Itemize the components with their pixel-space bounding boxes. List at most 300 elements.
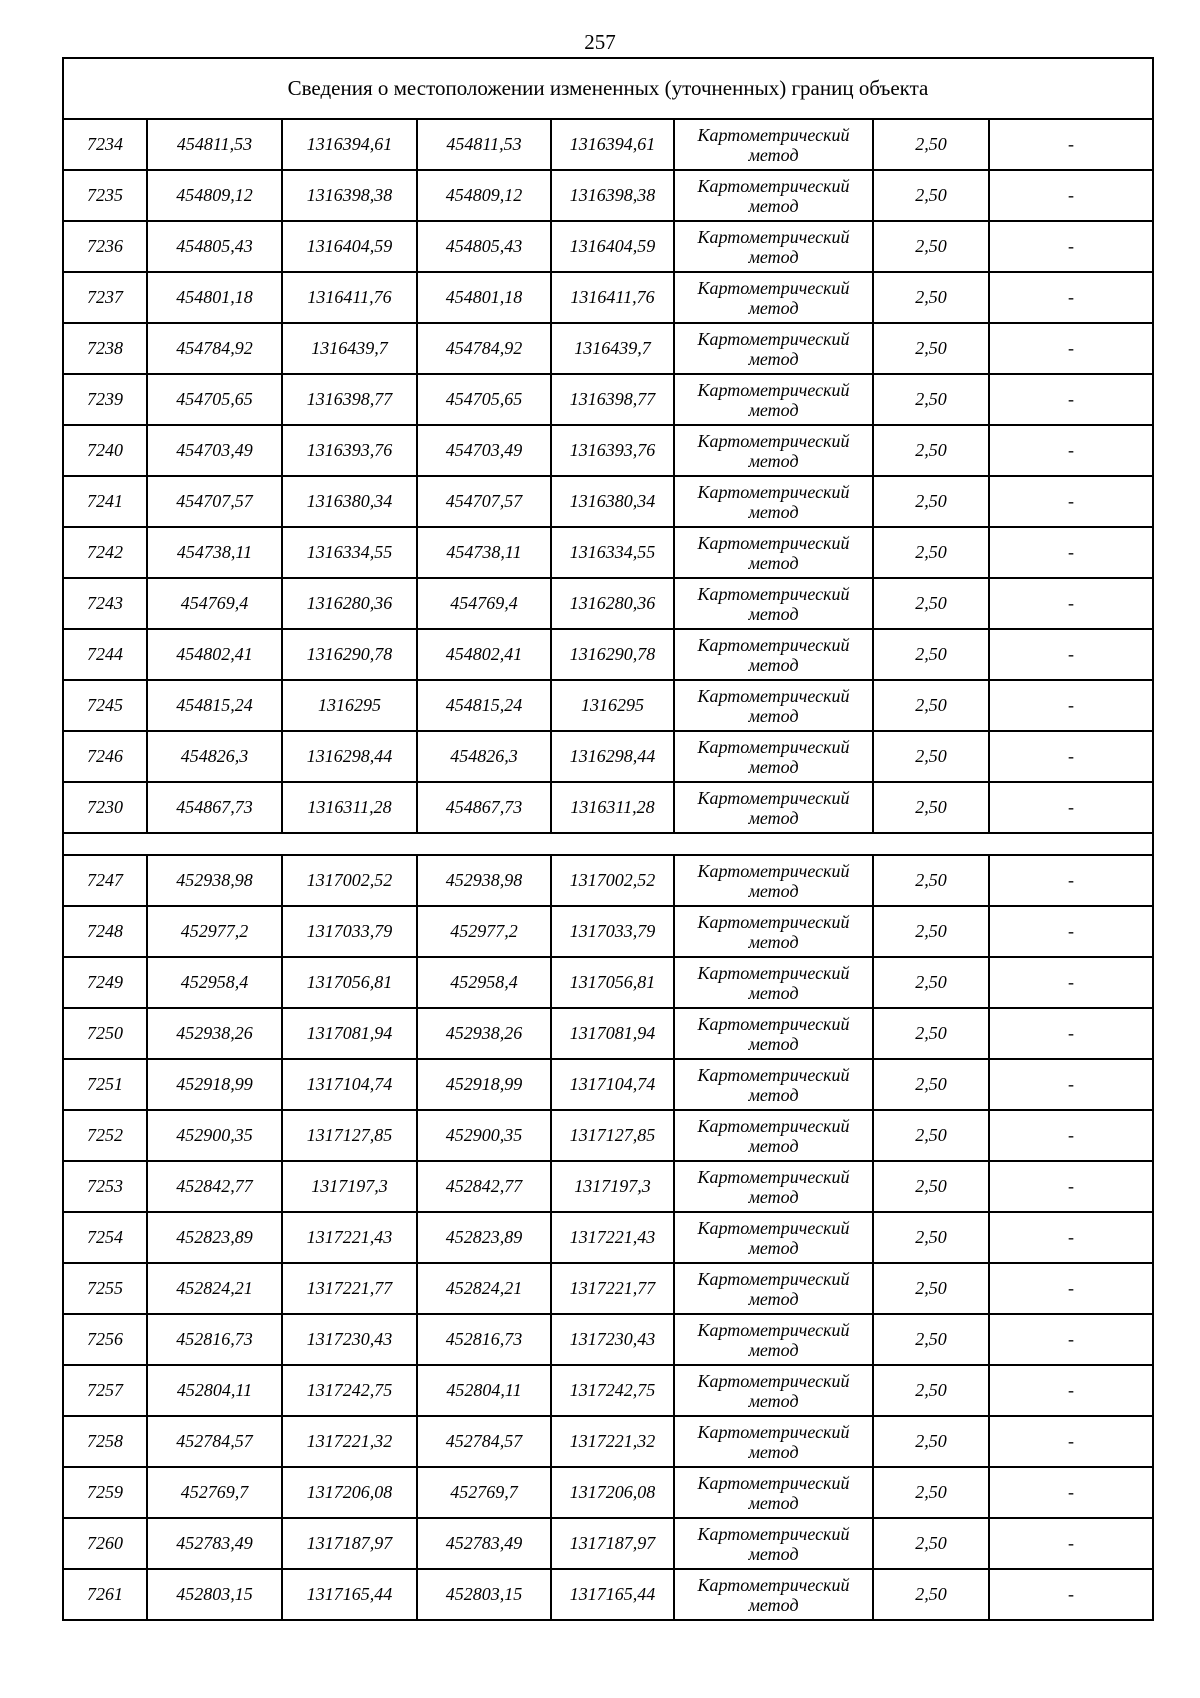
- boundary-coordinates-table: [62, 57, 1154, 1621]
- method-line-1: Картометрический: [697, 583, 850, 604]
- cell-x-old: 452803,15: [147, 1569, 282, 1620]
- cell-y-old: 1316295: [282, 680, 417, 731]
- cell-method: [674, 1314, 873, 1365]
- cell-y-old: 1317197,3: [282, 1161, 417, 1212]
- cell-x-new: 454802,41: [417, 629, 551, 680]
- table-row: [63, 957, 1153, 1008]
- cell-point-number: 7246: [63, 731, 147, 782]
- cell-accuracy: 2,50: [873, 1161, 989, 1212]
- cell-method: [674, 425, 873, 476]
- method-line-1: Картометрический: [697, 1217, 850, 1238]
- cell-x-new: 452783,49: [417, 1518, 551, 1569]
- cell-x-old: 454801,18: [147, 272, 282, 323]
- cell-point-number: 7237: [63, 272, 147, 323]
- table-title-row: [63, 58, 1153, 119]
- method-line-2: метод: [748, 1441, 799, 1462]
- cell-accuracy: 2,50: [873, 221, 989, 272]
- cell-point-number: 7235: [63, 170, 147, 221]
- cell-accuracy: 2,50: [873, 629, 989, 680]
- cell-x-new: 452824,21: [417, 1263, 551, 1314]
- method-line-1: Картометрический: [697, 1064, 850, 1085]
- method-line-2: метод: [748, 501, 799, 522]
- cell-y-old: 1317056,81: [282, 957, 417, 1008]
- cell-y-new: 1316334,55: [551, 527, 674, 578]
- method-line-1: Картометрический: [697, 379, 850, 400]
- cell-x-old: 454705,65: [147, 374, 282, 425]
- cell-accuracy: 2,50: [873, 1314, 989, 1365]
- table-row: [63, 1059, 1153, 1110]
- cell-y-old: 1317033,79: [282, 906, 417, 957]
- cell-accuracy: 2,50: [873, 1059, 989, 1110]
- cell-point-number: 7236: [63, 221, 147, 272]
- group-separator: [63, 833, 1153, 855]
- table-row: [63, 1365, 1153, 1416]
- cell-y-old: 1316411,76: [282, 272, 417, 323]
- table-row: [63, 425, 1153, 476]
- cell-method: [674, 374, 873, 425]
- cell-x-old: 452958,4: [147, 957, 282, 1008]
- cell-note: -: [989, 119, 1153, 170]
- table-row: [63, 1212, 1153, 1263]
- table-row: [63, 374, 1153, 425]
- cell-note: -: [989, 170, 1153, 221]
- cell-point-number: 7260: [63, 1518, 147, 1569]
- cell-accuracy: 2,50: [873, 476, 989, 527]
- method-line-2: метод: [748, 705, 799, 726]
- table-row: [63, 1314, 1153, 1365]
- cell-x-old: 452816,73: [147, 1314, 282, 1365]
- cell-accuracy: 2,50: [873, 119, 989, 170]
- table-row: [63, 272, 1153, 323]
- cell-y-new: 1316380,34: [551, 476, 674, 527]
- cell-method: [674, 1059, 873, 1110]
- cell-x-old: 454867,73: [147, 782, 282, 833]
- cell-y-old: 1317221,32: [282, 1416, 417, 1467]
- table-row: [63, 731, 1153, 782]
- cell-x-old: 454811,53: [147, 119, 282, 170]
- cell-y-old: 1316404,59: [282, 221, 417, 272]
- cell-method: [674, 629, 873, 680]
- cell-note: -: [989, 221, 1153, 272]
- cell-x-new: 454707,57: [417, 476, 551, 527]
- cell-x-new: 452842,77: [417, 1161, 551, 1212]
- cell-x-old: 454805,43: [147, 221, 282, 272]
- cell-y-new: 1316398,38: [551, 170, 674, 221]
- cell-method: [674, 680, 873, 731]
- cell-y-new: 1317187,97: [551, 1518, 674, 1569]
- cell-y-old: 1317206,08: [282, 1467, 417, 1518]
- cell-point-number: 7248: [63, 906, 147, 957]
- cell-y-old: 1316398,77: [282, 374, 417, 425]
- cell-accuracy: 2,50: [873, 1569, 989, 1620]
- method-line-2: метод: [748, 1390, 799, 1411]
- cell-x-new: 452769,7: [417, 1467, 551, 1518]
- cell-point-number: 7243: [63, 578, 147, 629]
- cell-x-old: 454809,12: [147, 170, 282, 221]
- cell-accuracy: 2,50: [873, 855, 989, 906]
- cell-note: -: [989, 1110, 1153, 1161]
- cell-x-new: 452804,11: [417, 1365, 551, 1416]
- method-line-1: Картометрический: [697, 962, 850, 983]
- cell-method: [674, 1263, 873, 1314]
- method-line-2: метод: [748, 1084, 799, 1105]
- cell-note: -: [989, 476, 1153, 527]
- method-line-1: Картометрический: [697, 1421, 850, 1442]
- cell-y-old: 1316298,44: [282, 731, 417, 782]
- cell-y-old: 1317002,52: [282, 855, 417, 906]
- cell-x-old: 454738,11: [147, 527, 282, 578]
- cell-accuracy: 2,50: [873, 425, 989, 476]
- cell-note: -: [989, 1365, 1153, 1416]
- cell-x-old: 452918,99: [147, 1059, 282, 1110]
- cell-method: [674, 1212, 873, 1263]
- table-row: [63, 782, 1153, 833]
- cell-point-number: 7261: [63, 1569, 147, 1620]
- table-row: [63, 476, 1153, 527]
- cell-method: [674, 906, 873, 957]
- cell-note: -: [989, 1467, 1153, 1518]
- cell-y-old: 1317242,75: [282, 1365, 417, 1416]
- cell-method: [674, 1008, 873, 1059]
- cell-y-old: 1317104,74: [282, 1059, 417, 1110]
- cell-method: [674, 272, 873, 323]
- cell-x-old: 454815,24: [147, 680, 282, 731]
- cell-y-new: 1317056,81: [551, 957, 674, 1008]
- cell-x-new: 454801,18: [417, 272, 551, 323]
- table-title: Сведения о местоположении измененных (уточненных) границ объекта: [63, 58, 1153, 119]
- cell-point-number: 7256: [63, 1314, 147, 1365]
- cell-y-old: 1317127,85: [282, 1110, 417, 1161]
- cell-x-new: 452977,2: [417, 906, 551, 957]
- cell-x-new: 452958,4: [417, 957, 551, 1008]
- cell-x-new: 452900,35: [417, 1110, 551, 1161]
- cell-x-new: 452784,57: [417, 1416, 551, 1467]
- cell-y-old: 1316439,7: [282, 323, 417, 374]
- cell-method: [674, 1467, 873, 1518]
- method-line-2: метод: [748, 982, 799, 1003]
- method-line-1: Картометрический: [697, 634, 850, 655]
- cell-y-new: 1316295: [551, 680, 674, 731]
- cell-y-new: 1316311,28: [551, 782, 674, 833]
- cell-accuracy: 2,50: [873, 527, 989, 578]
- cell-y-new: 1316439,7: [551, 323, 674, 374]
- cell-point-number: 7245: [63, 680, 147, 731]
- cell-x-old: 454707,57: [147, 476, 282, 527]
- cell-point-number: 7258: [63, 1416, 147, 1467]
- cell-note: -: [989, 1161, 1153, 1212]
- method-line-2: метод: [748, 246, 799, 267]
- cell-x-new: 452918,99: [417, 1059, 551, 1110]
- cell-accuracy: 2,50: [873, 1467, 989, 1518]
- cell-note: -: [989, 731, 1153, 782]
- method-line-2: метод: [748, 297, 799, 318]
- cell-note: -: [989, 1008, 1153, 1059]
- table-row: [63, 1008, 1153, 1059]
- cell-point-number: 7251: [63, 1059, 147, 1110]
- cell-note: -: [989, 906, 1153, 957]
- cell-x-old: 452824,21: [147, 1263, 282, 1314]
- cell-x-new: 454811,53: [417, 119, 551, 170]
- cell-method: [674, 1569, 873, 1620]
- table-row: [63, 323, 1153, 374]
- table-row: [63, 1467, 1153, 1518]
- table-row: [63, 1518, 1153, 1569]
- method-line-2: метод: [748, 399, 799, 420]
- method-line-2: метод: [748, 1288, 799, 1309]
- cell-x-old: 452784,57: [147, 1416, 282, 1467]
- cell-point-number: 7242: [63, 527, 147, 578]
- cell-accuracy: 2,50: [873, 1110, 989, 1161]
- method-line-1: Картометрический: [697, 1115, 850, 1136]
- table-row: [63, 578, 1153, 629]
- cell-point-number: 7250: [63, 1008, 147, 1059]
- cell-y-new: 1317242,75: [551, 1365, 674, 1416]
- cell-accuracy: 2,50: [873, 1263, 989, 1314]
- method-line-1: Картометрический: [697, 1013, 850, 1034]
- method-line-2: метод: [748, 756, 799, 777]
- cell-note: -: [989, 1059, 1153, 1110]
- cell-accuracy: 2,50: [873, 1365, 989, 1416]
- cell-x-new: 452938,26: [417, 1008, 551, 1059]
- cell-accuracy: 2,50: [873, 906, 989, 957]
- cell-x-old: 454703,49: [147, 425, 282, 476]
- cell-y-new: 1317221,77: [551, 1263, 674, 1314]
- group-separator-row: [63, 833, 1153, 855]
- method-line-2: метод: [748, 1135, 799, 1156]
- method-line-1: Картометрический: [697, 1472, 850, 1493]
- cell-x-old: 452938,26: [147, 1008, 282, 1059]
- cell-accuracy: 2,50: [873, 957, 989, 1008]
- cell-x-old: 452823,89: [147, 1212, 282, 1263]
- cell-x-old: 452900,35: [147, 1110, 282, 1161]
- page-number: 257: [584, 30, 616, 54]
- cell-y-new: 1317165,44: [551, 1569, 674, 1620]
- table-row: [63, 855, 1153, 906]
- cell-method: [674, 323, 873, 374]
- table-row: [63, 221, 1153, 272]
- cell-y-old: 1316394,61: [282, 119, 417, 170]
- cell-method: [674, 1416, 873, 1467]
- method-line-1: Картометрический: [697, 1523, 850, 1544]
- method-line-2: метод: [748, 807, 799, 828]
- cell-y-old: 1316311,28: [282, 782, 417, 833]
- cell-note: -: [989, 578, 1153, 629]
- cell-note: -: [989, 680, 1153, 731]
- cell-y-new: 1317127,85: [551, 1110, 674, 1161]
- cell-point-number: 7252: [63, 1110, 147, 1161]
- cell-note: -: [989, 629, 1153, 680]
- cell-y-old: 1316280,36: [282, 578, 417, 629]
- cell-note: -: [989, 374, 1153, 425]
- method-line-2: метод: [748, 880, 799, 901]
- table-row: [63, 1263, 1153, 1314]
- cell-note: -: [989, 272, 1153, 323]
- cell-y-old: 1316380,34: [282, 476, 417, 527]
- method-line-2: метод: [748, 1033, 799, 1054]
- method-line-1: Картометрический: [697, 226, 850, 247]
- cell-y-new: 1316280,36: [551, 578, 674, 629]
- cell-accuracy: 2,50: [873, 374, 989, 425]
- method-line-1: Картометрический: [697, 1370, 850, 1391]
- cell-method: [674, 855, 873, 906]
- cell-y-new: 1317206,08: [551, 1467, 674, 1518]
- cell-accuracy: 2,50: [873, 1416, 989, 1467]
- cell-y-new: 1317081,94: [551, 1008, 674, 1059]
- cell-x-new: 454805,43: [417, 221, 551, 272]
- method-line-1: Картометрический: [697, 1319, 850, 1340]
- cell-x-new: 454826,3: [417, 731, 551, 782]
- cell-accuracy: 2,50: [873, 578, 989, 629]
- method-line-2: метод: [748, 1492, 799, 1513]
- cell-y-old: 1316393,76: [282, 425, 417, 476]
- cell-x-old: 452783,49: [147, 1518, 282, 1569]
- cell-x-old: 452769,7: [147, 1467, 282, 1518]
- method-line-1: Картометрический: [697, 481, 850, 502]
- method-line-1: Картометрический: [697, 736, 850, 757]
- cell-x-new: 452823,89: [417, 1212, 551, 1263]
- cell-note: -: [989, 1416, 1153, 1467]
- cell-accuracy: 2,50: [873, 680, 989, 731]
- method-line-1: Картометрический: [697, 430, 850, 451]
- cell-y-old: 1317081,94: [282, 1008, 417, 1059]
- method-line-1: Картометрический: [697, 685, 850, 706]
- cell-method: [674, 170, 873, 221]
- method-line-2: метод: [748, 1339, 799, 1360]
- cell-accuracy: 2,50: [873, 1008, 989, 1059]
- method-line-1: Картометрический: [697, 860, 850, 881]
- cell-method: [674, 1365, 873, 1416]
- cell-point-number: 7255: [63, 1263, 147, 1314]
- cell-y-old: 1316290,78: [282, 629, 417, 680]
- table-row: [63, 906, 1153, 957]
- cell-accuracy: 2,50: [873, 170, 989, 221]
- cell-y-new: 1316393,76: [551, 425, 674, 476]
- cell-x-old: 454784,92: [147, 323, 282, 374]
- cell-point-number: 7230: [63, 782, 147, 833]
- method-line-1: Картометрический: [697, 1268, 850, 1289]
- cell-x-new: 454705,65: [417, 374, 551, 425]
- cell-y-old: 1317187,97: [282, 1518, 417, 1569]
- cell-point-number: 7253: [63, 1161, 147, 1212]
- cell-method: [674, 476, 873, 527]
- cell-method: [674, 1518, 873, 1569]
- cell-method: [674, 1110, 873, 1161]
- cell-note: -: [989, 425, 1153, 476]
- cell-point-number: 7244: [63, 629, 147, 680]
- table-row: [63, 527, 1153, 578]
- cell-method: [674, 578, 873, 629]
- cell-method: [674, 731, 873, 782]
- method-line-2: метод: [748, 1543, 799, 1564]
- cell-point-number: 7259: [63, 1467, 147, 1518]
- cell-y-old: 1317165,44: [282, 1569, 417, 1620]
- cell-note: -: [989, 1518, 1153, 1569]
- method-line-2: метод: [748, 450, 799, 471]
- cell-point-number: 7240: [63, 425, 147, 476]
- cell-x-old: 452938,98: [147, 855, 282, 906]
- table-row: [63, 680, 1153, 731]
- cell-x-new: 454867,73: [417, 782, 551, 833]
- method-line-1: Картометрический: [697, 787, 850, 808]
- cell-accuracy: 2,50: [873, 782, 989, 833]
- method-line-1: Картометрический: [697, 277, 850, 298]
- cell-note: -: [989, 957, 1153, 1008]
- cell-note: -: [989, 782, 1153, 833]
- cell-point-number: 7234: [63, 119, 147, 170]
- cell-x-old: 452804,11: [147, 1365, 282, 1416]
- cell-y-new: 1316398,77: [551, 374, 674, 425]
- cell-note: -: [989, 323, 1153, 374]
- cell-accuracy: 2,50: [873, 731, 989, 782]
- cell-method: [674, 527, 873, 578]
- cell-point-number: 7249: [63, 957, 147, 1008]
- method-line-2: метод: [748, 144, 799, 165]
- cell-point-number: 7238: [63, 323, 147, 374]
- cell-x-new: 454738,11: [417, 527, 551, 578]
- method-line-2: метод: [748, 195, 799, 216]
- cell-y-new: 1316404,59: [551, 221, 674, 272]
- cell-method: [674, 782, 873, 833]
- cell-x-new: 454703,49: [417, 425, 551, 476]
- cell-y-new: 1317033,79: [551, 906, 674, 957]
- method-line-1: Картометрический: [697, 1574, 850, 1595]
- cell-x-old: 454769,4: [147, 578, 282, 629]
- table-row: [63, 119, 1153, 170]
- cell-x-new: 452816,73: [417, 1314, 551, 1365]
- cell-x-old: 452842,77: [147, 1161, 282, 1212]
- cell-x-old: 452977,2: [147, 906, 282, 957]
- cell-x-old: 454802,41: [147, 629, 282, 680]
- method-line-1: Картометрический: [697, 1166, 850, 1187]
- cell-point-number: 7257: [63, 1365, 147, 1416]
- cell-y-new: 1316411,76: [551, 272, 674, 323]
- table-row: [63, 1569, 1153, 1620]
- cell-point-number: 7241: [63, 476, 147, 527]
- method-line-2: метод: [748, 654, 799, 675]
- cell-y-new: 1317104,74: [551, 1059, 674, 1110]
- cell-note: -: [989, 1569, 1153, 1620]
- method-line-2: метод: [748, 603, 799, 624]
- cell-method: [674, 1161, 873, 1212]
- method-line-2: метод: [748, 1186, 799, 1207]
- cell-note: -: [989, 1263, 1153, 1314]
- cell-y-new: 1316394,61: [551, 119, 674, 170]
- cell-y-new: 1317197,3: [551, 1161, 674, 1212]
- table-row: [63, 629, 1153, 680]
- cell-x-new: 454784,92: [417, 323, 551, 374]
- method-line-1: Картометрический: [697, 175, 850, 196]
- table-row: [63, 1416, 1153, 1467]
- method-line-1: Картометрический: [697, 124, 850, 145]
- method-line-1: Картометрический: [697, 911, 850, 932]
- cell-method: [674, 221, 873, 272]
- cell-note: -: [989, 1314, 1153, 1365]
- cell-note: -: [989, 1212, 1153, 1263]
- cell-x-new: 454815,24: [417, 680, 551, 731]
- cell-x-new: 452803,15: [417, 1569, 551, 1620]
- cell-y-old: 1316334,55: [282, 527, 417, 578]
- cell-x-new: 454769,4: [417, 578, 551, 629]
- cell-note: -: [989, 527, 1153, 578]
- method-line-2: метод: [748, 931, 799, 952]
- table-row: [63, 1110, 1153, 1161]
- cell-y-new: 1317221,32: [551, 1416, 674, 1467]
- method-line-1: Картометрический: [697, 328, 850, 349]
- cell-note: -: [989, 855, 1153, 906]
- table-row: [63, 170, 1153, 221]
- method-line-1: Картометрический: [697, 532, 850, 553]
- cell-y-new: 1316298,44: [551, 731, 674, 782]
